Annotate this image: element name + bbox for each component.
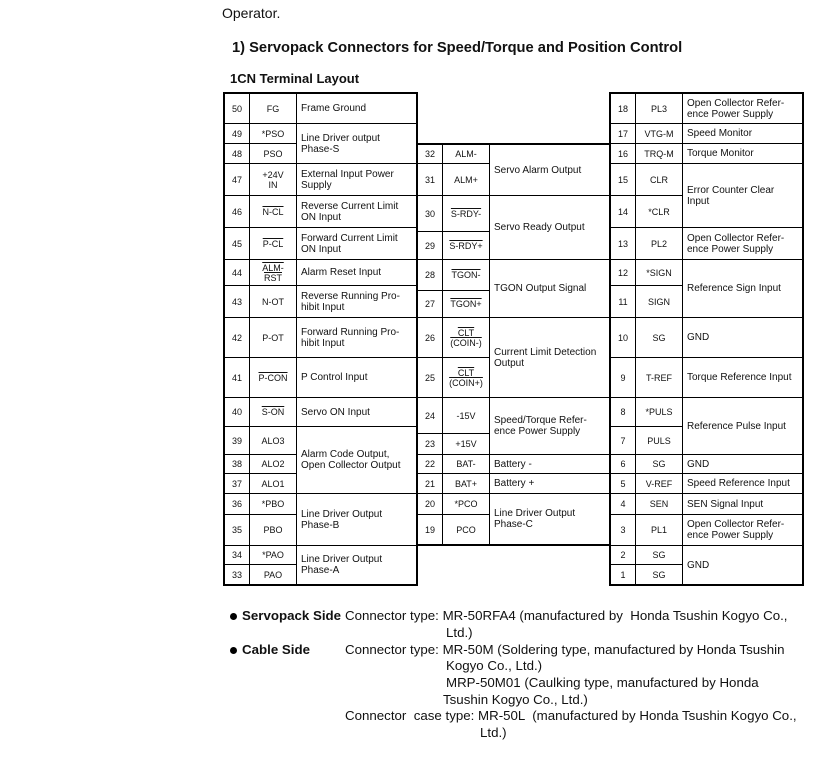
signal-line: *SIGN [646,267,672,278]
pin-number: 8 [611,398,635,426]
signal-name [636,196,682,227]
pin-number: 22 [418,455,442,473]
signal-description: Alarm Code Output, Open Collector Output [297,427,416,493]
signal-name [443,398,489,433]
pin-number: 41 [225,358,249,397]
servopack-connector-type-cont: Ltd.) [446,625,473,640]
signal-description: Open Collector Refer- ence Power Supply [683,515,802,545]
signal-name [443,358,489,397]
signal-name [636,427,682,454]
signal-line: BAT+ [454,478,478,489]
signal-line: BAT- [456,459,476,469]
signal-line: P-OT [262,332,284,343]
signal-line: *PBO [261,499,285,509]
pin-number: 39 [225,427,249,454]
signal-description: Line Driver output Phase-S [297,124,416,163]
signal-line: SEN [649,499,669,509]
signal-line: SIGN [647,296,670,307]
signal-name [443,455,489,473]
pin-number: 19 [418,515,442,544]
pin-number: 34 [225,546,249,564]
cable-connector-type-cont: Kogyo Co., Ltd.) [446,658,543,673]
pin-number: 9 [611,358,635,397]
pin-number: 15 [611,164,635,195]
pin-number: 20 [418,494,442,514]
pin-number: 37 [225,474,249,493]
signal-name [250,455,296,473]
signal-description: GND [683,546,802,584]
signal-name [636,494,682,514]
pin-number: 35 [225,515,249,545]
signal-name [443,164,489,195]
signal-description: Open Collector Refer- ence Power Supply [683,228,802,259]
signal-line: IN [268,179,278,190]
pin-number: 48 [225,144,249,163]
pin-number: 49 [225,124,249,143]
cable-connector-type: Connector type: MR-50M (Soldering type, manufactured by Honda Tsushin [345,642,785,657]
signal-name [250,398,296,426]
signal-name [250,144,296,163]
signal-line: PL3 [650,103,667,114]
signal-description: Reference Pulse Input [683,398,802,454]
signal-line: ALM- [262,262,284,273]
signal-line: ALM- [455,149,477,159]
signal-line: *CLR [648,206,670,217]
pin-number: 47 [225,164,249,195]
signal-line: S-RDY- [450,208,482,219]
pin-number: 13 [611,228,635,259]
signal-description: Torque Monitor [683,144,802,163]
signal-line: T-REF [646,372,672,383]
signal-description: Line Driver Output Phase-B [297,494,416,545]
pin-number: 42 [225,318,249,357]
pin-number: 24 [418,398,442,433]
signal-line: PL2 [650,238,667,249]
terminal-block-middle [416,143,611,546]
signal-line: PULS [647,435,671,446]
cable-connector-case-type: Connector case type: MR-50L (manufactured by Honda Tsushin Kogyo Co., [345,708,797,723]
signal-name [443,515,489,544]
signal-line: (COIN+) [449,377,483,388]
signal-line: -15V [456,410,476,421]
signal-description: Forward Running Pro- hibit Input [297,318,416,357]
signal-line: SG [652,332,666,343]
signal-name [636,474,682,493]
signal-name [636,94,682,123]
signal-name [636,358,682,397]
signal-name [250,260,296,285]
cable-connector-alt-cont: Tsushin Kogyo Co., Ltd.) [443,692,588,707]
signal-name [443,291,489,317]
signal-description: Open Collector Refer- ence Power Supply [683,94,802,123]
signal-name [250,474,296,493]
signal-line: TGON- [451,270,481,280]
pin-number: 45 [225,228,249,259]
signal-description: SEN Signal Input [683,494,802,514]
signal-description: P Control Input [297,358,416,397]
pin-number: 43 [225,286,249,317]
pin-number: 46 [225,196,249,227]
signal-description: Reference Sign Input [683,260,802,317]
pin-number: 30 [418,196,442,231]
pin-number: 2 [611,546,635,564]
pin-number: 5 [611,474,635,493]
cable-side-label: Cable Side [242,642,310,657]
signal-name [636,398,682,426]
signal-name [443,145,489,163]
signal-line: S-RDY+ [449,240,483,251]
signal-line: $\overline{CLT}$ [457,327,475,338]
pin-number: 29 [418,232,442,259]
signal-line: *PSO [261,128,285,139]
signal-line: N-CL [262,206,284,217]
pin-number: 6 [611,455,635,473]
signal-line: P-CON [258,372,288,383]
pin-number: 36 [225,494,249,514]
bullet-icon [230,647,237,654]
signal-name [250,565,296,584]
signal-line: $\overline{RST}$ [264,272,282,283]
signal-line: SG [652,569,666,580]
signal-name [636,286,682,317]
signal-name [250,515,296,545]
signal-name [636,228,682,259]
pin-number: 40 [225,398,249,426]
signal-name [636,124,682,143]
signal-line: ALO3 [261,435,285,446]
signal-name [636,144,682,163]
cable-connector-case-type-cont: Ltd.) [480,725,507,740]
signal-line: S-ON [261,407,285,417]
pin-number: 1 [611,565,635,584]
signal-description: External Input Power Supply [297,164,416,195]
signal-name [443,232,489,259]
signal-line: PAO [263,569,283,580]
signal-description: Servo Alarm Output [490,145,609,195]
pin-number: 17 [611,124,635,143]
signal-name [250,546,296,564]
signal-description: Forward Current Limit ON Input [297,228,416,259]
signal-description: GND [683,455,802,473]
signal-description: Error Counter Clear Input [683,164,802,227]
cable-connector-alt: MRP-50M01 (Caulking type, manufactured by Honda [446,675,759,690]
pin-number: 16 [611,144,635,163]
signal-line: SG [652,550,666,560]
signal-line: N-OT [262,296,284,307]
signal-description: Line Driver Output Phase-C [490,494,609,544]
signal-description: TGON Output Signal [490,260,609,317]
pin-number: 33 [225,565,249,584]
pin-number: 38 [225,455,249,473]
signal-name [636,565,682,584]
terminal-block-right [609,92,804,586]
signal-line: PBO [263,525,283,535]
signal-name [250,94,296,123]
signal-description: Reverse Current Limit ON Input [297,196,416,227]
signal-name [443,434,489,454]
signal-line: *PULS [645,407,673,417]
signal-description: Current Limit Detection Output [490,318,609,397]
signal-name [443,494,489,514]
signal-name [250,228,296,259]
signal-description: GND [683,318,802,357]
pin-number: 3 [611,515,635,545]
signal-line: CLR [649,174,668,185]
signal-name [443,196,489,231]
signal-description: Reverse Running Pro- hibit Input [297,286,416,317]
signal-line: +24V [262,169,284,180]
signal-name [250,124,296,143]
signal-description: Servo Ready Output [490,196,609,259]
signal-line: *PAO [262,550,284,560]
signal-line: P-CL [262,238,284,249]
pin-number: 18 [611,94,635,123]
section-heading: 1) Servopack Connectors for Speed/Torque and Position Control [232,40,683,56]
terminal-layout-title: 1CN Terminal Layout [230,71,360,86]
pin-number: 32 [418,145,442,163]
signal-description: Speed Reference Input [683,474,802,493]
pin-number: 7 [611,427,635,454]
signal-line: *PCO [454,499,478,509]
pin-number: 44 [225,260,249,285]
signal-name [443,474,489,493]
pin-number: 11 [611,286,635,317]
intro-tail-text: Operator. [222,5,281,21]
signal-line: VTG-M [644,128,674,139]
signal-name [250,427,296,454]
pin-number: 28 [418,260,442,290]
pin-number: 4 [611,494,635,514]
signal-description: Speed Monitor [683,124,802,143]
pin-number: 10 [611,318,635,357]
terminal-block-left [223,92,418,586]
signal-line: SG [652,459,666,469]
pin-number: 50 [225,94,249,123]
pin-number: 31 [418,164,442,195]
signal-line: ALO1 [261,478,285,489]
signal-line: FG [266,103,280,114]
signal-line: $\overline{CLT}$ [457,367,475,378]
signal-name [250,286,296,317]
signal-line: PSO [263,148,283,159]
signal-description: Battery + [490,474,609,493]
pin-number: 14 [611,196,635,227]
servopack-connector-type: Connector type: MR-50RFA4 (manufactured by Honda Tsushin Kogyo Co., [345,608,788,623]
signal-line: (COIN-) [450,337,482,348]
signal-name [443,318,489,357]
pin-number: 25 [418,358,442,397]
pin-number: 23 [418,434,442,454]
signal-name [250,358,296,397]
signal-name [250,318,296,357]
pin-number: 21 [418,474,442,493]
signal-line: TGON+ [450,299,482,309]
signal-line: V-REF [645,478,673,489]
signal-name [250,494,296,514]
signal-name [636,455,682,473]
signal-line: PCO [456,524,476,535]
pin-number: 26 [418,318,442,357]
signal-line: TRQ-M [644,148,674,159]
signal-description: Frame Ground [297,94,416,123]
signal-description: Line Driver Output Phase-A [297,546,416,584]
signal-name [250,196,296,227]
signal-line: ALM+ [454,174,478,185]
pin-number: 12 [611,260,635,285]
signal-name [443,260,489,290]
pin-number: 27 [418,291,442,317]
signal-name [250,164,296,195]
signal-name [636,260,682,285]
signal-description: Speed/Torque Refer- ence Power Supply [490,398,609,454]
signal-name [636,515,682,545]
signal-line: PL1 [650,525,667,535]
signal-name [636,546,682,564]
signal-line: +15V [455,439,477,449]
signal-name [636,318,682,357]
bullet-icon [230,613,237,620]
servopack-side-label: Servopack Side [242,608,342,623]
signal-description: Torque Reference Input [683,358,802,397]
signal-description: Alarm Reset Input [297,260,416,285]
signal-line: ALO2 [261,459,285,469]
signal-description: Servo ON Input [297,398,416,426]
signal-name [636,164,682,195]
signal-description: Battery - [490,455,609,473]
